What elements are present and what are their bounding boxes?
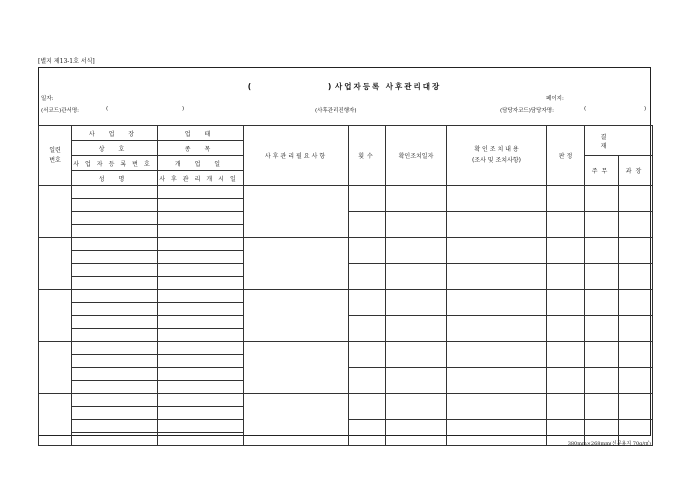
business-info-cell[interactable] [72,342,158,355]
count-cell[interactable] [349,394,386,420]
business-info-cell[interactable] [72,290,158,303]
business-detail-cell[interactable] [158,381,244,394]
confirm-content-cell[interactable] [447,342,547,368]
register-form [38,67,651,436]
approver-chief-cell[interactable] [585,238,619,264]
confirm-date-cell[interactable] [386,186,447,212]
confirm-content-cell[interactable] [447,316,547,342]
header-required-matters: 사후관리필요사항 [244,126,349,186]
header-count: 횟수 [349,126,386,186]
judgment-cell[interactable] [547,238,585,264]
business-info-cell[interactable] [72,238,158,251]
business-info-cell[interactable] [72,394,158,407]
register-table [38,125,653,446]
confirm-content-cell[interactable] [447,290,547,316]
approver-chief-cell[interactable] [585,316,619,342]
office-paren-close: ) [182,106,185,112]
manager-label: (담당자코드)담당자명: [500,108,554,114]
confirm-content-cell[interactable] [447,238,547,264]
confirm-content-cell[interactable] [447,394,547,420]
header-confirm-content-line2: (조사 및 조치사항) [471,156,522,164]
confirm-date-cell[interactable] [386,238,447,264]
serial-cell[interactable] [39,238,72,290]
confirm-date-cell[interactable] [386,316,447,342]
header-judgment: 판 정 [547,126,585,186]
approver-manager-cell[interactable] [619,342,653,368]
required-matters-cell[interactable] [244,342,349,394]
judgment-cell[interactable] [547,186,585,212]
business-detail-cell[interactable] [158,394,244,407]
count-cell[interactable] [349,342,386,368]
business-info-cell[interactable] [72,277,158,290]
business-info-cell[interactable] [72,316,158,329]
business-info-cell[interactable] [72,407,158,420]
serial-cell[interactable] [39,186,72,238]
confirm-content-cell[interactable] [447,212,547,238]
header-business-info-1: 상 호 [72,141,158,156]
serial-cell[interactable] [39,290,72,342]
judgment-cell[interactable] [547,316,585,342]
business-detail-cell[interactable] [158,251,244,264]
approver-chief-cell[interactable] [585,290,619,316]
approver-manager-cell[interactable] [619,316,653,342]
count-cell[interactable] [349,420,386,446]
business-detail-cell[interactable] [158,368,244,381]
manager-paren-close: ) [644,106,647,112]
judgment-cell[interactable] [547,394,585,420]
approver-chief-cell[interactable] [585,368,619,394]
approver-manager-cell[interactable] [619,212,653,238]
approver-chief-cell[interactable] [585,212,619,238]
business-info-cell[interactable] [72,381,158,394]
approver-chief-cell[interactable] [585,394,619,420]
approver-manager-cell[interactable] [619,264,653,290]
confirm-date-cell[interactable] [386,420,447,446]
header-serial-number: 일련 번호 [39,126,72,186]
business-detail-cell[interactable] [158,420,244,433]
business-info-cell[interactable] [72,251,158,264]
approver-manager-cell[interactable] [619,368,653,394]
count-cell[interactable] [349,264,386,290]
header-business-detail-0: 업 태 [158,126,244,141]
serial-cell[interactable] [39,394,72,446]
business-info-cell[interactable] [72,225,158,238]
required-matters-cell[interactable] [244,394,349,446]
business-detail-cell[interactable] [158,199,244,212]
confirm-date-cell[interactable] [386,342,447,368]
count-cell[interactable] [349,212,386,238]
business-detail-cell[interactable] [158,355,244,368]
approver-manager-cell[interactable] [619,290,653,316]
count-cell[interactable] [349,316,386,342]
confirm-content-cell[interactable] [447,368,547,394]
business-detail-cell[interactable] [158,264,244,277]
table-row [39,290,653,303]
confirm-content-cell[interactable] [447,420,547,446]
approver-manager-cell[interactable] [619,186,653,212]
required-matters-cell[interactable] [244,238,349,290]
table-row [39,342,653,355]
business-info-cell[interactable] [72,420,158,433]
business-detail-cell[interactable] [158,342,244,355]
approver-chief-cell[interactable] [585,342,619,368]
business-detail-cell[interactable] [158,277,244,290]
form-title [39,81,650,92]
business-info-cell[interactable] [72,199,158,212]
count-cell[interactable] [349,290,386,316]
required-matters-cell[interactable] [244,186,349,238]
title-paren-open: ( [247,82,252,91]
form-label: [별지 제13-1호 서식] [38,58,95,65]
confirm-date-cell[interactable] [386,394,447,420]
header-confirm-date: 확인조치일자 [386,126,447,186]
header-approval: 결 재 [585,126,653,156]
business-detail-cell[interactable] [158,433,244,446]
judgment-cell[interactable] [547,342,585,368]
page-label: 페이지: [546,96,564,102]
required-matters-cell[interactable] [244,290,349,342]
business-detail-cell[interactable] [158,290,244,303]
business-detail-cell[interactable] [158,303,244,316]
confirm-date-cell[interactable] [386,368,447,394]
office-paren-open: ( [106,106,109,112]
approver-manager-cell[interactable] [619,238,653,264]
confirm-date-cell[interactable] [386,212,447,238]
table-row [39,394,653,407]
executor-label: (사후관리진행자) [315,108,357,114]
business-detail-cell[interactable] [158,186,244,199]
business-info-cell[interactable] [72,303,158,316]
business-info-cell[interactable] [72,355,158,368]
business-info-cell[interactable] [72,212,158,225]
business-detail-cell[interactable] [158,407,244,420]
confirm-date-cell[interactable] [386,290,447,316]
office-label: (서코드)관서명: [41,108,80,114]
confirm-content-cell[interactable] [447,186,547,212]
count-cell[interactable] [349,368,386,394]
approver-manager-cell[interactable] [619,394,653,420]
table-row [39,238,653,251]
business-detail-cell[interactable] [158,238,244,251]
header-approver-manager: 과장 [619,156,653,186]
judgment-cell[interactable] [547,264,585,290]
approver-chief-cell[interactable] [585,264,619,290]
business-detail-cell[interactable] [158,225,244,238]
judgment-cell[interactable] [547,290,585,316]
header-business-info-0: 사 업 장 [72,126,158,141]
count-cell[interactable] [349,238,386,264]
header-confirm-content-line1: 확 인 조 치 내 용 [474,146,519,154]
date-label: 일자: [41,96,54,102]
judgment-cell[interactable] [547,368,585,394]
business-info-cell[interactable] [72,368,158,381]
paper-size-note: 380mm×268mm(신문용지 70g/㎡) [567,441,651,447]
serial-cell[interactable] [39,342,72,394]
title-text: 사업자등록 사후관리대장 [334,82,442,91]
header-business-info-2: 사업자등록번호 [72,156,158,171]
header-business-detail-3: 사후관리개시일 [158,171,244,186]
header-approver-chief: 주무 [585,156,619,186]
confirm-date-cell[interactable] [386,264,447,290]
header-business-detail-1: 종 목 [158,141,244,156]
manager-paren-open: ( [584,106,587,112]
judgment-cell[interactable] [547,212,585,238]
business-detail-cell[interactable] [158,316,244,329]
title-paren-close: ) [327,82,332,91]
business-info-cell[interactable] [72,264,158,277]
business-info-cell[interactable] [72,329,158,342]
business-detail-cell[interactable] [158,329,244,342]
business-info-cell[interactable] [72,186,158,199]
count-cell[interactable] [349,186,386,212]
header-confirm-content [447,126,547,186]
business-detail-cell[interactable] [158,212,244,225]
header-business-detail-2: 개 업 일 [158,156,244,171]
approver-chief-cell[interactable] [585,186,619,212]
header-business-info-3: 성 명 [72,171,158,186]
confirm-content-cell[interactable] [447,264,547,290]
table-row [39,186,653,199]
business-info-cell[interactable] [72,433,158,446]
